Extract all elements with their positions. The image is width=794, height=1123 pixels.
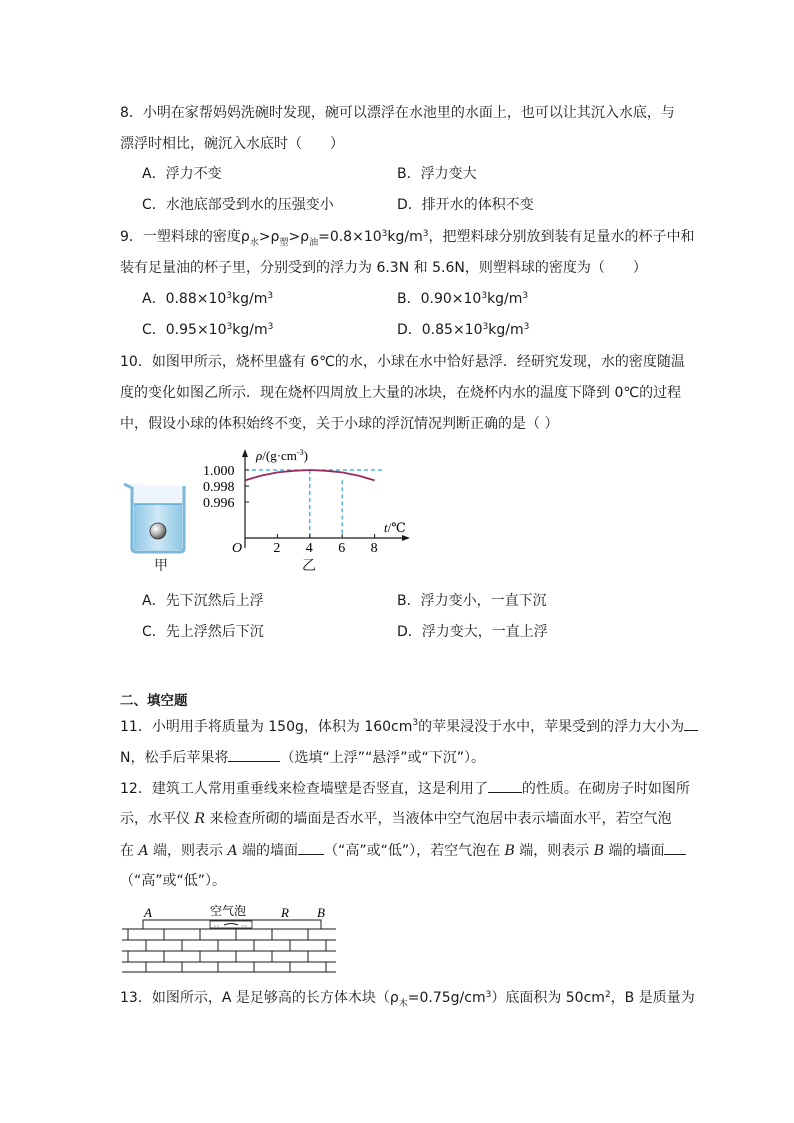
q10-option-b[interactable]: B．浮力变小，一直下沉	[397, 593, 547, 609]
q9-option-c-exp: 3	[226, 322, 233, 332]
q12-line3-mid1: 端，则表示	[148, 843, 228, 859]
q12-line2	[120, 809, 671, 829]
ball-icon	[150, 523, 166, 539]
q11-blank-buoyancy[interactable]	[684, 716, 698, 731]
q9-option-a[interactable]	[142, 289, 273, 309]
q8-option-a[interactable]: A．浮力不变	[142, 166, 222, 182]
q10-stem-line3: 中，假设小球的体积始终不变，关于小球的浮沉情况判断正确的是（ ）	[120, 416, 559, 432]
q12-line3-mid3: （“高”或“低”），若空气泡在	[324, 843, 505, 859]
q9-stem-post: ，把塑料球分别放到装有足量水的杯子中和	[428, 229, 695, 245]
q9-sub-plastic: 塑	[279, 237, 289, 248]
q9-option-d[interactable]	[397, 320, 529, 340]
chart-y-tick-0.998: 0.998	[203, 480, 235, 495]
q12-line3-a: A	[138, 843, 149, 859]
chart-y-tick-0.996: 0.996	[203, 496, 235, 511]
q9-option-b-unit: kg/m	[487, 291, 523, 307]
q9-option-a-exp: 3	[226, 291, 233, 301]
brick-wall	[122, 929, 336, 972]
q10-option-a[interactable]: A．先下沉然后上浮	[142, 593, 264, 609]
q9-sub-water: 水	[249, 237, 259, 248]
q11-line2-post: （选填“上浮”“悬浮”或“下沉”）。	[280, 750, 486, 766]
q8-stem-line2: 漂浮时相比，碗沉入水底时（ ）	[120, 136, 344, 152]
q9-option-a-label: A．0.88×10	[142, 291, 227, 307]
q9-unit: kg/m	[387, 229, 423, 245]
q9-unit-exp: 3	[422, 229, 429, 239]
q9-option-c-label: C．0.95×10	[142, 322, 227, 338]
chart-ylabel: $\rho/(g\cdot cm^{-3})$	[256, 448, 308, 463]
bubble-tube	[210, 921, 252, 928]
q9-exp: 3	[381, 229, 388, 239]
q13-sub-wood: 木	[398, 998, 408, 1009]
q13-line1-pre: 13．如图所示，A 是足够高的长方体木块（ρ	[120, 990, 399, 1006]
q9-gt1: >ρ	[258, 229, 280, 245]
figure-yi-label: 乙	[302, 558, 316, 574]
q13-line1-post: ，B 是质量为	[610, 990, 695, 1006]
q11-line1-post: 的苹果浸没于水中，苹果受到的浮力大小为	[418, 719, 685, 735]
q8-option-c[interactable]: C．水池底部受到水的压强变小	[142, 197, 334, 213]
q9-stem-line1	[120, 227, 694, 253]
q13-line1-mid: =0.75g/cm	[407, 990, 486, 1006]
q12-line3-b2: B	[593, 843, 605, 859]
q9-option-d-exp: 3	[482, 322, 489, 332]
brick-wall-level-figure	[118, 900, 338, 978]
section-title-fill-in: 二、填空题	[120, 693, 188, 709]
q11-line2	[120, 747, 485, 768]
q9-stem-line2: 装有足量油的杯子里，分别受到的浮力为 6.3N 和 5.6N，则塑料球的密度为（ ）	[120, 260, 647, 276]
q12-line3-mid4: 端，则表示	[514, 843, 594, 859]
q9-option-d-unit: kg/m	[488, 322, 524, 338]
q9-option-b-exp: 3	[481, 291, 488, 301]
q12-line3-end: 端的墙面	[604, 843, 665, 859]
q12-line3	[120, 840, 686, 861]
q9-stem-pre: 9．一塑料球的密度ρ	[120, 229, 250, 245]
q9-option-d-label: D．0.85×10	[397, 322, 483, 338]
q12-line3-a2: A	[227, 843, 238, 859]
q8-option-b[interactable]: B．浮力变大	[397, 166, 477, 182]
q9-option-d-uexp: 3	[523, 322, 530, 332]
q13-exp1: 3	[485, 990, 492, 1000]
q10-stem-line1: 10．如图甲所示，烧杯里盛有 6℃的水，小球在水中恰好悬浮．经研究发现，水的密度随温	[120, 354, 685, 370]
q12-line2-r: R	[194, 811, 205, 827]
q12-line2-post: 来检查所砌的墙面是否水平，当液体中空气泡居中表示墙面水平，若空气泡	[205, 811, 672, 827]
q12-line4: （“高”或“低”）。	[120, 873, 227, 889]
level-label-bubble: 空气泡	[210, 904, 247, 918]
q12-line3-b: B	[504, 843, 515, 859]
chart-x-tick-6: 6	[338, 541, 346, 556]
chart-y-tick-1.000: 1.000	[203, 464, 235, 479]
q12-line3-pre: 在	[120, 843, 139, 859]
q12-line1-post: 的性质。在砌房子时如图所	[521, 781, 690, 797]
q12-blank-a-end[interactable]	[298, 840, 324, 855]
q9-eq: =0.8×10	[318, 229, 382, 245]
level-label-a: A	[144, 905, 152, 920]
q8-stem-line1: 8．小明在家帮妈妈洗碗时发现，碗可以漂浮在水池里的水面上，也可以让其沉入水底，与	[120, 105, 675, 121]
q9-option-c[interactable]	[142, 320, 273, 340]
q12-line2-pre: 示，水平仪	[120, 811, 195, 827]
chart-x-tick-2: 2	[273, 541, 281, 556]
q13-line1	[120, 988, 695, 1014]
q12-line1	[120, 778, 690, 799]
q9-option-c-unit: kg/m	[232, 322, 268, 338]
q12-blank-property[interactable]	[488, 778, 522, 793]
q9-option-b-uexp: 3	[522, 291, 529, 301]
q11-line2-pre: N，松手后苹果将	[120, 750, 229, 766]
q12-line3-mid2: 端的墙面	[237, 843, 299, 859]
q9-option-c-uexp: 3	[267, 322, 274, 332]
q9-gt2: >ρ	[288, 229, 310, 245]
q11-line1	[120, 716, 698, 737]
q8-option-d[interactable]: D．排开水的体积不变	[397, 197, 534, 213]
chart-x-tick-8: 8	[370, 541, 378, 556]
q11-blank-state[interactable]	[228, 747, 280, 762]
q13-line1-mid2: ）底面积为 50cm	[491, 990, 605, 1006]
figure-jia-label: 甲	[154, 558, 168, 574]
level-label-b: B	[317, 905, 325, 920]
q9-option-b-label: B．0.90×10	[397, 291, 482, 307]
q9-option-a-uexp: 3	[267, 291, 274, 301]
q10-option-d[interactable]: D．浮力变大，一直上浮	[397, 624, 548, 640]
q9-option-b[interactable]	[397, 289, 528, 309]
chart-xlabel: t/℃	[384, 520, 406, 535]
chart-origin: O	[232, 541, 243, 556]
chart-x-tick-4: 4	[305, 541, 313, 556]
q11-line1-exp: 3	[412, 718, 419, 728]
q10-option-c[interactable]: C．先上浮然后下沉	[142, 624, 264, 640]
q11-line1-pre: 11．小明用手将质量为 150g，体积为 160cm	[120, 719, 413, 735]
q12-line1-pre: 12．建筑工人常用重垂线来检查墙壁是否竖直，这是利用了	[120, 781, 488, 797]
density-chart	[198, 446, 418, 558]
chart-x-arrow	[402, 535, 410, 541]
q13-exp2: 2	[604, 990, 611, 1000]
level-label-r: R	[281, 905, 289, 920]
q12-blank-b-end[interactable]	[664, 840, 686, 855]
chart-y-arrow	[242, 449, 248, 457]
q9-sub-oil: 油	[309, 237, 319, 248]
q10-stem-line2: 度的变化如图乙所示．现在烧杯四周放上大量的冰块，在烧杯内水的温度下降到 0℃的过程	[120, 385, 682, 401]
q9-option-a-unit: kg/m	[232, 291, 268, 307]
